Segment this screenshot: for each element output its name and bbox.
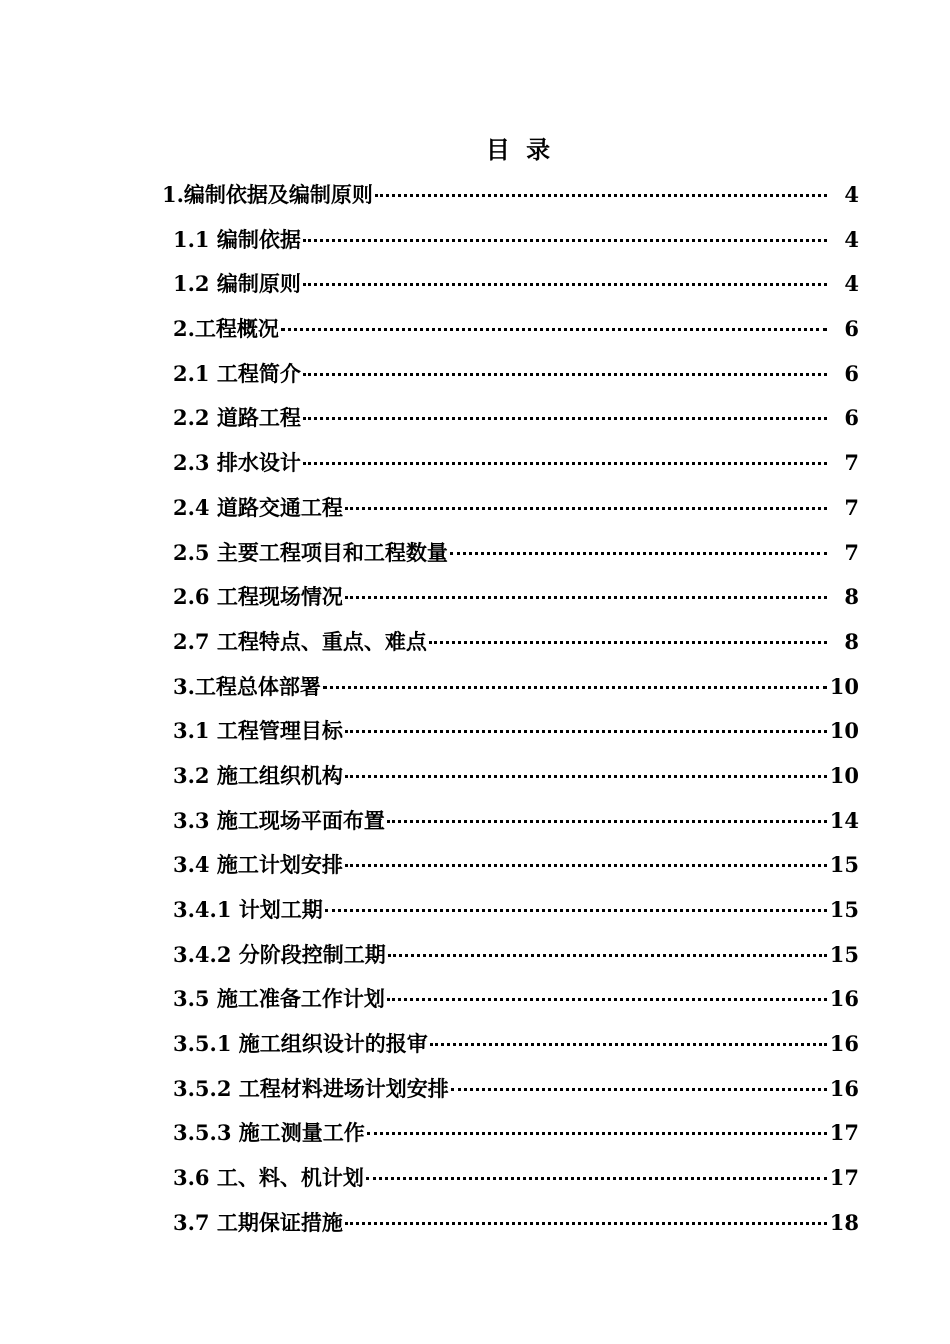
- toc-entry-label: 3.2 施工组织机构: [173, 762, 343, 788]
- dot-leader: [450, 552, 827, 555]
- toc-entry[interactable]: [0, 888, 950, 933]
- toc-entry-label: 3.3 施工现场平面布置: [173, 807, 385, 833]
- dot-leader: [387, 998, 827, 1001]
- toc-entry-label: 2.1 工程简介: [173, 360, 301, 386]
- toc-entry-label: 1.2 编制原则: [173, 271, 301, 297]
- toc-entry-page-number: 18: [829, 1209, 859, 1235]
- toc-entry-label: 3.4.1 计划工期: [173, 897, 323, 922]
- dot-leader: [323, 686, 827, 689]
- toc-entry-label: 3.7 工期保证措施: [173, 1209, 343, 1235]
- toc-entry-page-number: 10: [829, 673, 859, 699]
- toc-entry-label: 3.5 施工准备工作计划: [173, 986, 385, 1012]
- dot-leader: [345, 1222, 827, 1225]
- toc-entry-page-number: 6: [844, 360, 859, 386]
- dot-leader: [388, 954, 827, 957]
- toc-entry[interactable]: [0, 441, 950, 486]
- toc-entry-page-number: 15: [829, 852, 859, 878]
- dot-leader: [345, 775, 827, 778]
- toc-entry-label: 2.6 工程现场情况: [173, 584, 343, 610]
- toc-entry[interactable]: [0, 575, 950, 620]
- toc-entry-label: 3.工程总体部署: [173, 673, 321, 699]
- toc-entry-label: 3.1 工程管理目标: [173, 718, 343, 744]
- toc-entry-label: 3.5.3 施工测量工作: [173, 1120, 365, 1146]
- toc-entry-page-number: 4: [844, 182, 859, 207]
- toc-entry-page-number: 8: [844, 584, 859, 610]
- dot-leader: [345, 507, 827, 510]
- dot-leader: [303, 283, 827, 286]
- toc-title: 目 录: [485, 135, 555, 164]
- toc-entry-page-number: 16: [829, 1031, 859, 1057]
- toc-entry-page-number: 6: [844, 405, 859, 431]
- dot-leader: [429, 641, 827, 644]
- toc-entry[interactable]: [0, 307, 950, 352]
- toc-entry[interactable]: [0, 709, 950, 754]
- toc-entry-page-number: 7: [844, 494, 859, 520]
- dot-leader: [281, 328, 827, 331]
- toc-entry-page-number: 10: [829, 718, 859, 744]
- toc-entry[interactable]: [0, 218, 950, 263]
- toc-entry-label: 3.4 施工计划安排: [173, 852, 343, 878]
- toc-entry[interactable]: [0, 352, 950, 397]
- toc-entry-label: 2.4 道路交通工程: [173, 494, 343, 520]
- toc-entry-label: 1.编制依据及编制原则: [162, 182, 373, 207]
- toc-entry-page-number: 17: [829, 1120, 859, 1146]
- dot-leader: [303, 373, 827, 376]
- toc-entry-label: 3.5.2 工程材料进场计划安排: [173, 1075, 449, 1101]
- toc-entry-label: 2.5 主要工程项目和工程数量: [173, 539, 448, 565]
- toc-entry[interactable]: [0, 977, 950, 1022]
- toc-entry-label: 3.5.1 施工组织设计的报审: [173, 1031, 428, 1057]
- dot-leader: [430, 1043, 827, 1046]
- toc-entry-page-number: 6: [844, 316, 859, 342]
- dot-leader: [325, 909, 827, 912]
- toc-entry[interactable]: [0, 1156, 950, 1201]
- dot-leader: [387, 820, 827, 823]
- toc-entry[interactable]: [0, 665, 950, 710]
- toc-entry[interactable]: [0, 754, 950, 799]
- toc-entry-label: 2.7 工程特点、重点、难点: [173, 628, 427, 654]
- toc-entry[interactable]: [0, 262, 950, 307]
- toc-entry[interactable]: [0, 620, 950, 665]
- toc-entry-page-number: 4: [844, 226, 859, 252]
- toc-entry-page-number: 16: [829, 1075, 859, 1101]
- toc-entry-page-number: 15: [829, 897, 859, 922]
- toc-entry-page-number: 7: [844, 450, 859, 476]
- dot-leader: [303, 462, 827, 465]
- toc-entry[interactable]: [0, 1201, 950, 1246]
- toc-entry-page-number: 14: [829, 807, 859, 833]
- toc-entry[interactable]: [0, 1022, 950, 1067]
- toc-entry-label: 1.1 编制依据: [173, 226, 301, 252]
- dot-leader: [451, 1088, 827, 1091]
- toc-entry-page-number: 7: [844, 539, 859, 565]
- toc-entry-page-number: 17: [829, 1165, 859, 1191]
- dot-leader: [366, 1177, 827, 1180]
- toc-entry[interactable]: [0, 799, 950, 844]
- toc-entry-label: 2.2 道路工程: [173, 405, 301, 431]
- dot-leader: [303, 417, 827, 420]
- toc-entry-label: 3.4.2 分阶段控制工期: [173, 941, 386, 967]
- toc-entry-page-number: 4: [844, 271, 859, 297]
- dot-leader: [303, 239, 827, 242]
- toc-entry[interactable]: [0, 1067, 950, 1112]
- toc-entry[interactable]: [0, 486, 950, 531]
- toc-entry-label: 2.工程概况: [173, 316, 279, 342]
- toc-entry-page-number: 10: [829, 762, 859, 788]
- dot-leader: [367, 1132, 827, 1135]
- toc-entry-page-number: 16: [829, 986, 859, 1012]
- dot-leader: [345, 596, 827, 599]
- table-of-contents: [0, 173, 950, 1246]
- toc-entry[interactable]: [0, 843, 950, 888]
- toc-entry[interactable]: [0, 531, 950, 576]
- toc-entry[interactable]: [0, 1111, 950, 1156]
- dot-leader: [345, 730, 827, 733]
- toc-entry-label: 3.6 工、料、机计划: [173, 1165, 364, 1191]
- toc-entry[interactable]: [0, 933, 950, 978]
- toc-entry-page-number: 15: [829, 941, 859, 967]
- toc-entry[interactable]: [0, 396, 950, 441]
- toc-entry-label: 2.3 排水设计: [173, 450, 301, 476]
- dot-leader: [375, 194, 827, 197]
- dot-leader: [345, 864, 827, 867]
- toc-entry[interactable]: [0, 173, 950, 218]
- toc-entry-page-number: 8: [844, 628, 859, 654]
